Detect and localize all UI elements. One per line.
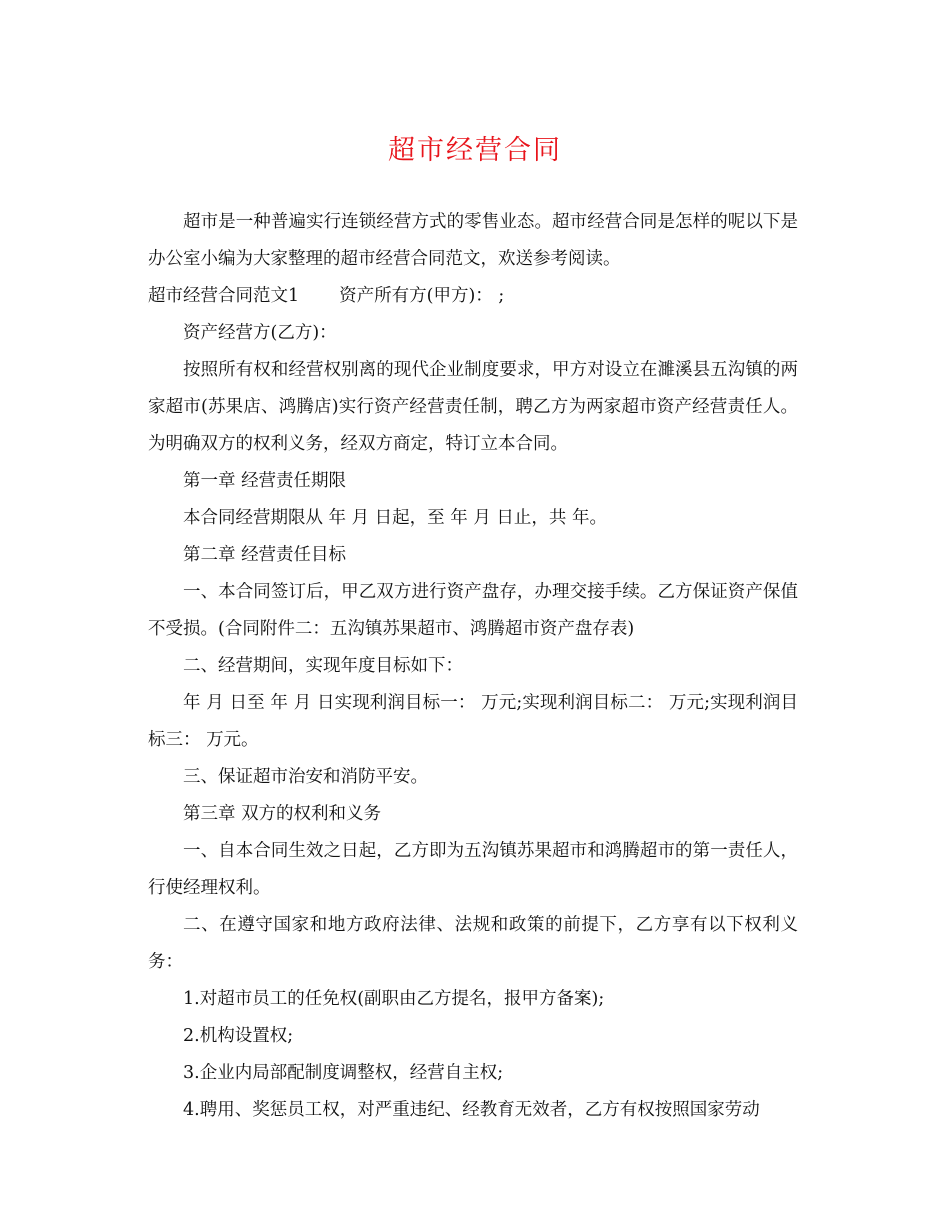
paragraph-security: 三、保证超市治安和消防平安。	[183, 767, 428, 787]
chapter-3-heading: 第三章 双方的权利和义务	[183, 804, 382, 824]
paragraph-party-b: 资产经营方(乙方)：	[183, 323, 337, 343]
document-body	[148, 204, 798, 1129]
paragraph-sample-heading	[148, 278, 798, 315]
paragraph-preamble: 按照所有权和经营权别离的现代企业制度要求，甲方对设立在濉溪县五沟镇的两家超市(苏果店、鸿腾店)实行资产经营责任制，聘乙方为两家超市资产经营责任人。为明确双方的权利义务，经双方商定，特订立本合同。	[148, 360, 798, 454]
paragraph-term: 本合同经营期限从 年 月 日起，至 年 月 日止，共 年。	[183, 508, 607, 528]
sample-label: 超市经营合同范文1	[148, 286, 300, 306]
chapter-2-heading: 第二章 经营责任目标	[183, 545, 347, 565]
list-item-4: 4.聘用、奖惩员工权，对严重违纪、经教育无效者，乙方有权按照国家劳动	[183, 1100, 760, 1120]
party-a-line: 资产所有方(甲方)： ;	[339, 286, 505, 306]
list-item-1: 1.对超市员工的任免权(副职由乙方提名，报甲方备案);	[183, 989, 605, 1009]
paragraph-rights-duties: 二、在遵守国家和地方政府法律、法规和政策的前提下，乙方享有以下权利义务：	[148, 915, 798, 972]
list-item-2: 2.机构设置权;	[183, 1026, 294, 1046]
paragraph-intro: 超市是一种普遍实行连锁经营方式的零售业态。超市经营合同是怎样的呢以下是办公室小编为大家整理的超市经营合同范文，欢送参考阅读。	[148, 212, 798, 269]
list-item-3: 3.企业内局部配制度调整权，经营自主权;	[183, 1063, 504, 1083]
paragraph-inventory: 一、本合同签订后，甲乙双方进行资产盘存，办理交接手续。乙方保证资产保值不受损。(合同附件二：五沟镇苏果超市、鸿腾超市资产盘存表)	[148, 582, 798, 639]
paragraph-profit-targets: 年 月 日至 年 月 日实现利润目标一： 万元;实现利润目标二： 万元;实现利润目标三： 万元。	[148, 693, 798, 750]
paragraph-annual-targets: 二、经营期间，实现年度目标如下：	[183, 656, 463, 676]
paragraph-responsible-person: 一、自本合同生效之日起，乙方即为五沟镇苏果超市和鸿腾超市的第一责任人，行使经理权利。	[148, 841, 798, 898]
chapter-1-heading: 第一章 经营责任期限	[183, 471, 347, 491]
document-title: 超市经营合同	[388, 135, 562, 166]
